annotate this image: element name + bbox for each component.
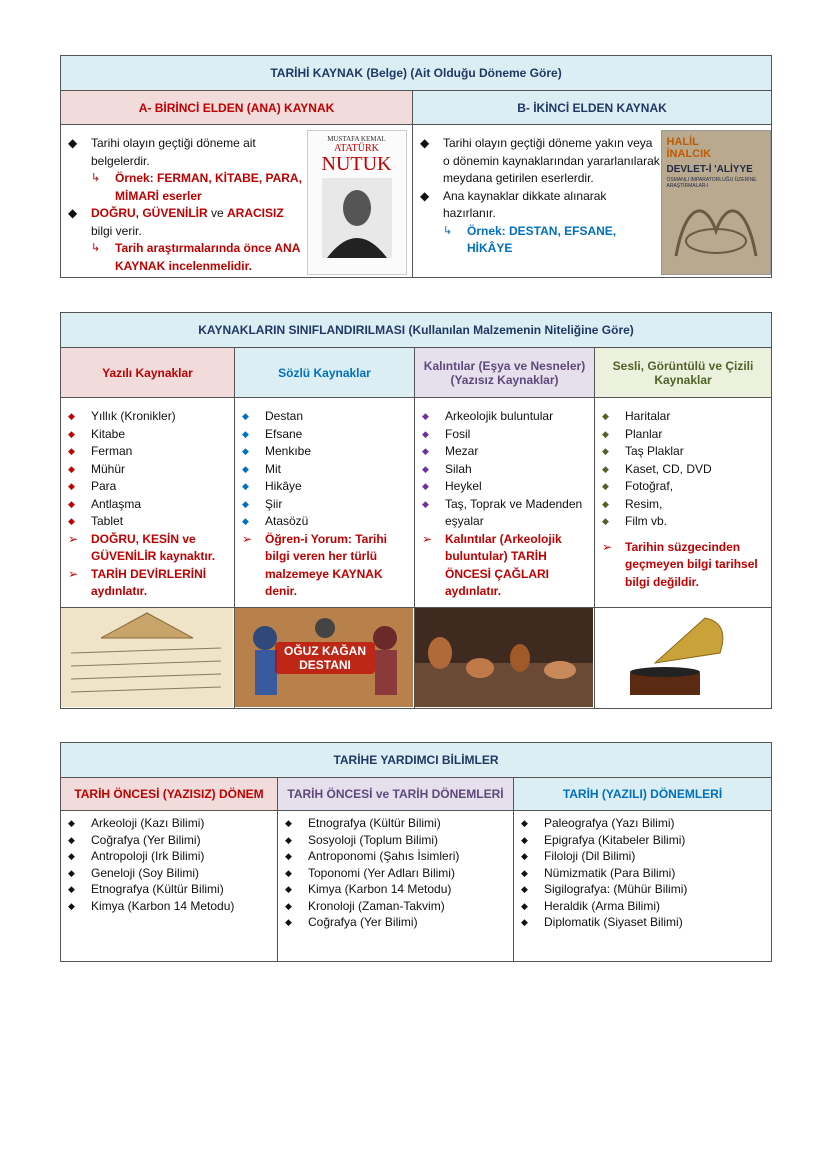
- book-title: NUTUK: [321, 153, 392, 175]
- table3-title: TARİHE YARDIMCI BİLİMLER: [61, 743, 772, 778]
- diamond-bullet-icon: ◆: [242, 516, 249, 526]
- diamond-bullet-icon: ◆: [68, 446, 75, 456]
- book-author-surname: ATATÜRK: [334, 143, 379, 154]
- diamond-bullet-icon: ◆: [68, 900, 75, 911]
- diamond-bullet-icon: ◆: [602, 516, 609, 526]
- list-item: ◆ Paleografya (Yazı Bilimi): [521, 816, 675, 830]
- diamond-bullet-icon: ◆: [285, 834, 292, 845]
- remains-header: Kalıntılar (Eşya ve Nesneler) (Yazısız Kaynaklar): [415, 348, 595, 398]
- diamond-bullet-icon: ◆: [521, 917, 528, 927]
- list-item: ◆ Etnografya (Kültür Bilimi): [285, 816, 441, 830]
- list-item: ◆ Filoloji (Dil Bilimi): [521, 849, 636, 863]
- diamond-bullet-icon: ◆: [285, 917, 292, 927]
- diamond-bullet-icon: ◆: [521, 867, 528, 878]
- written-sources-list: [61, 408, 234, 601]
- portrait-image: [322, 178, 392, 258]
- secondary-source-list: [413, 135, 661, 258]
- list-item: ◆ Kimya (Karbon 14 Metodu): [68, 898, 235, 913]
- list-item: ◆ Tarihi olayın geçtiği döneme yakın veya o dönemin kaynaklarından yararlanılarak meydana getirilen eserlerdir.: [420, 136, 660, 185]
- devlet-i-aliyye-book-cover: [661, 130, 771, 275]
- arrow-bullet-icon: ➢: [68, 531, 79, 546]
- diamond-bullet-icon: ◆: [68, 463, 75, 474]
- table2-title: KAYNAKLARIN SINIFLANDIRILMASI (Kullanılan Malzemenin Niteliğine Göre): [61, 313, 772, 348]
- diamond-bullet-icon: ◆: [68, 516, 75, 526]
- diamond-bullet-icon: ◆: [68, 834, 75, 845]
- list-item: ◆ Haritalar: [595, 408, 771, 426]
- list-item: ◆ Taş Plaklar: [595, 443, 771, 461]
- arrow-bullet-icon: ↳: [91, 172, 101, 184]
- list-item: ◆ Kaset, CD, DVD: [595, 461, 771, 479]
- primary-secondary-source-table: [60, 55, 772, 278]
- list-item: ◆ Resim,: [595, 496, 771, 514]
- list-item: ↳ Örnek: DESTAN, EFSANE, HİKÂYE: [443, 223, 617, 255]
- book-title: DEVLET-İ 'ALİYYE: [666, 164, 753, 175]
- diamond-bullet-icon: ◆: [521, 818, 528, 828]
- prehistory-sciences-list: [61, 815, 277, 914]
- book-author: HALİL: [666, 136, 699, 148]
- list-item: ◆ Antlaşma: [61, 496, 234, 514]
- list-item: ◆ Fosil: [415, 426, 594, 444]
- audio-visual-list: [595, 408, 771, 591]
- diamond-bullet-icon: ◆: [242, 446, 249, 456]
- diamond-bullet-icon: ◆: [422, 428, 429, 439]
- note-item: ➢ Öğren-i Yorum: Tarihi bilgi veren her türlü malzemeye KAYNAK denir.: [242, 531, 388, 598]
- diamond-bullet-icon: ◆: [285, 818, 292, 828]
- diamond-bullet-icon: ◆: [420, 136, 430, 150]
- historic-sciences-list: [514, 815, 771, 931]
- oguz-kagan-image: [235, 608, 413, 707]
- list-item: ◆ Para: [61, 478, 234, 496]
- diamond-bullet-icon: ◆: [68, 136, 78, 150]
- diamond-bullet-icon: ◆: [422, 481, 429, 491]
- diamond-bullet-icon: ◆: [242, 428, 249, 439]
- list-item: ◆ Mezar: [415, 443, 594, 461]
- diamond-bullet-icon: ◆: [521, 834, 528, 845]
- diamond-bullet-icon: ◆: [602, 428, 609, 439]
- diamond-bullet-icon: ◆: [285, 867, 292, 878]
- oral-sources-header: Sözlü Kaynaklar: [235, 348, 415, 398]
- diamond-bullet-icon: ◆: [602, 446, 609, 456]
- list-item: ◆ Coğrafya (Yer Bilimi): [68, 832, 201, 847]
- list-item: ◆ Kitabe: [61, 426, 234, 444]
- diamond-bullet-icon: ◆: [68, 884, 75, 894]
- list-item: ◆ Yıllık (Kronikler): [61, 408, 234, 426]
- oral-sources-list: [235, 408, 414, 601]
- list-item: ◆ Nümizmatik (Para Bilimi): [521, 865, 676, 880]
- diamond-bullet-icon: ◆: [68, 867, 75, 878]
- book-author: MUSTAFA KEMAL: [327, 135, 386, 143]
- list-item: ◆ Epigrafya (Kitabeler Bilimi): [521, 832, 686, 847]
- list-item: ◆ Atasözü: [235, 513, 414, 531]
- list-item: ◆ Menkıbe: [235, 443, 414, 461]
- list-item: ◆ Kimya (Karbon 14 Metodu): [285, 882, 452, 896]
- diamond-bullet-icon: ◆: [422, 463, 429, 474]
- audio-visual-header: Sesli, Görüntülü ve Çizili Kaynaklar: [595, 348, 772, 398]
- list-item: ◆ Sosyoloji (Toplum Bilimi): [285, 832, 439, 847]
- list-item: ◆ Mühür: [61, 461, 234, 479]
- list-item: ◆ Heraldik (Arma Bilimi): [521, 898, 661, 913]
- written-sources-header: Yazılı Kaynaklar: [61, 348, 235, 398]
- diamond-bullet-icon: ◆: [68, 481, 75, 491]
- arrow-bullet-icon: ➢: [422, 531, 433, 546]
- list-item: ◆ Fotoğraf,: [595, 478, 771, 496]
- list-item: ↳ Örnek: FERMAN, KİTABE, PARA, MİMARİ eserler: [91, 171, 302, 203]
- historic-period-header: TARİH (YAZILI) DÖNEMLERİ: [514, 778, 772, 811]
- diamond-bullet-icon: ◆: [602, 481, 609, 491]
- archeological-pottery-image: [415, 608, 593, 707]
- diamond-bullet-icon: ◆: [68, 498, 75, 509]
- list-item: ◆ Tarihi olayın geçtiği döneme ait belgelerdir.: [68, 136, 256, 168]
- ferman-document-image: [61, 608, 233, 707]
- table1-title: TARİHİ KAYNAK (Belge) (Ait Olduğu Döneme Göre): [61, 56, 772, 91]
- diamond-bullet-icon: ◆: [602, 498, 609, 509]
- list-item: ◆ Planlar: [595, 426, 771, 444]
- diamond-bullet-icon: ◆: [521, 884, 528, 894]
- diamond-bullet-icon: ◆: [242, 463, 249, 474]
- diamond-bullet-icon: ◆: [68, 818, 75, 828]
- book-subtitle: OSMANLI İMPARATORLUĞU ÜZERİNE ARAŞTIRMALAR-I: [666, 177, 757, 189]
- list-item: ◆ Antroponomi (Şahıs İsimleri): [285, 849, 460, 863]
- image-caption: OĞUZ KAĞAN DESTANI: [275, 642, 375, 674]
- list-item: ◆ Film vb.: [595, 513, 771, 531]
- list-item: ◆ Destan: [235, 408, 414, 426]
- diamond-bullet-icon: ◆: [285, 851, 292, 861]
- both-periods-sciences-list: [278, 815, 513, 931]
- list-item: ◆ Ferman: [61, 443, 234, 461]
- tughra-image: [666, 191, 766, 261]
- note-item: ➢ DOĞRU, KESİN ve GÜVENİLİR kaynaktır.: [68, 531, 216, 563]
- source-classification-table: [60, 312, 772, 709]
- prehistory-header: TARİH ÖNCESİ (YAZISIZ) DÖNEM: [61, 778, 278, 811]
- diamond-bullet-icon: ◆: [422, 446, 429, 456]
- list-item: ◆ Silah: [415, 461, 594, 479]
- list-item: ◆ Kronoloji (Zaman-Takvim): [285, 898, 445, 913]
- nutuk-book-cover: [307, 130, 407, 275]
- primary-source-list: [61, 135, 305, 275]
- list-item: ◆ Diplomatik (Siyaset Bilimi): [521, 915, 683, 929]
- note-item: ➢ TARİH DEVİRLERİNİ aydınlatır.: [68, 566, 207, 598]
- diamond-bullet-icon: ◆: [242, 498, 249, 509]
- diamond-bullet-icon: ◆: [521, 900, 528, 911]
- list-item: ◆ Efsane: [235, 426, 414, 444]
- secondary-source-header: B- İKİNCİ ELDEN KAYNAK: [413, 91, 772, 125]
- list-item: ◆ Hikâye: [235, 478, 414, 496]
- list-item: ◆ Tablet: [61, 513, 234, 531]
- both-periods-header: TARİH ÖNCESİ ve TARİH DÖNEMLERİ: [278, 778, 514, 811]
- diamond-bullet-icon: ◆: [602, 463, 609, 474]
- list-item: ◆ Şiir: [235, 496, 414, 514]
- diamond-bullet-icon: ◆: [285, 900, 292, 911]
- list-item: ◆ Etnografya (Kültür Bilimi): [68, 882, 224, 896]
- list-item: ◆ Coğrafya (Yer Bilimi): [285, 915, 418, 929]
- diamond-bullet-icon: ◆: [602, 411, 609, 421]
- arrow-bullet-icon: ➢: [602, 539, 613, 554]
- diamond-bullet-icon: ◆: [521, 851, 528, 861]
- list-item: ◆ Ana kaynaklar dikkate alınarak hazırlanır.: [420, 188, 607, 220]
- diamond-bullet-icon: ◆: [68, 411, 75, 421]
- arrow-bullet-icon: ➢: [68, 566, 79, 581]
- auxiliary-sciences-table: [60, 742, 772, 962]
- note-item: ➢ Kalıntılar (Arkeolojik buluntular) TARİH ÖNCESİ ÇAĞLARI aydınlatır.: [422, 531, 562, 598]
- list-item: ↳ Tarih araştırmalarında önce ANA KAYNAK incelenmelidir.: [91, 241, 300, 273]
- arrow-bullet-icon: ↳: [91, 242, 101, 254]
- arrow-bullet-icon: ↳: [443, 224, 453, 237]
- list-item: ◆ Antropoloji (Irk Bilimi): [68, 849, 205, 863]
- list-item: ◆ Taş, Toprak ve Madenden eşyalar: [422, 496, 583, 528]
- remains-list: [415, 408, 594, 601]
- primary-source-header: A- BİRİNCİ ELDEN (ANA) KAYNAK: [61, 91, 413, 125]
- gramophone-image: [595, 608, 770, 707]
- note-item: ➢ Tarihin süzgecinden geçmeyen bilgi tarihsel bilgi değildir.: [602, 539, 758, 589]
- book-author-surname: İNALCIK: [666, 148, 712, 160]
- diamond-bullet-icon: ◆: [242, 481, 249, 491]
- diamond-bullet-icon: ◆: [420, 188, 430, 203]
- diamond-bullet-icon: ◆: [68, 206, 78, 220]
- list-item: ◆ Toponomi (Yer Adları Bilimi): [285, 865, 455, 880]
- diamond-bullet-icon: ◆: [422, 411, 429, 421]
- list-item: ◆ Mit: [235, 461, 414, 479]
- list-item: ◆ Arkeolojik buluntular: [415, 408, 594, 426]
- list-item: ◆ Arkeoloji (Kazı Bilimi): [68, 816, 205, 830]
- diamond-bullet-icon: ◆: [285, 884, 292, 894]
- list-item: ◆ Heykel: [415, 478, 594, 496]
- diamond-bullet-icon: ◆: [68, 851, 75, 861]
- list-item: ◆ Sigilografya: (Mühür Bilimi): [521, 882, 688, 896]
- arrow-bullet-icon: ➢: [242, 531, 253, 546]
- list-item: ◆ Geneloji (Soy Bilimi): [68, 865, 200, 880]
- diamond-bullet-icon: ◆: [422, 498, 429, 509]
- diamond-bullet-icon: ◆: [68, 428, 75, 439]
- diamond-bullet-icon: ◆: [242, 411, 249, 421]
- list-item: ◆ DOĞRU, GÜVENİLİR ve ARACISIZ bilgi verir.: [68, 206, 284, 238]
